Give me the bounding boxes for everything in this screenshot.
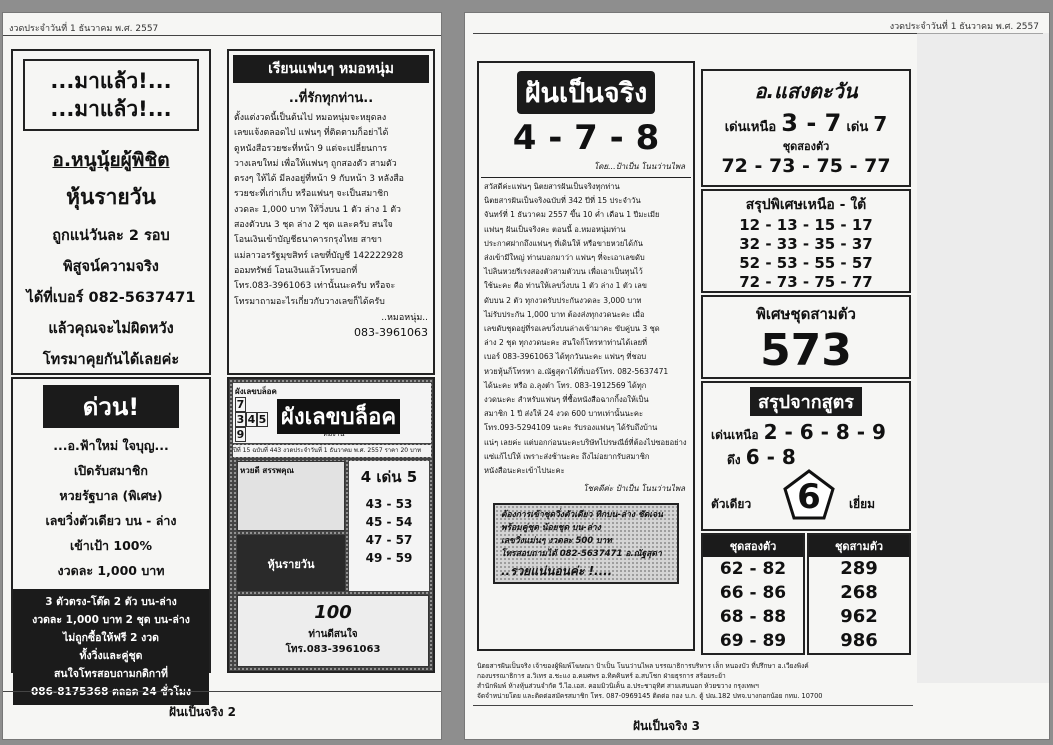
- pangblock-pair: 47 - 57: [365, 533, 413, 547]
- summary-row: 72 - 73 - 75 - 77: [739, 273, 873, 291]
- ad-faimai-title: ด่วน!: [43, 385, 179, 428]
- ad-mornum-sign: ..หมอหนุ่ม..: [381, 312, 428, 323]
- ad-mornum-line: งวดละ 1,000 บาท ให้วิ่งบน 1 ตัว ล่าง 1 ตัว: [234, 204, 401, 215]
- ad-faimai: [11, 377, 211, 698]
- article-line: หนังสือนะคะเข้าไปนะคะ: [484, 466, 565, 476]
- ad-mornum-phone: 083-3961063: [354, 325, 428, 339]
- summary-box: [701, 189, 911, 293]
- formula-l2b: 6 - 8: [745, 445, 796, 469]
- summary-title: สรุปพิเศษเหนือ - ใต้: [745, 197, 867, 213]
- pangblock-promo2: 100: [314, 602, 352, 623]
- promo-line: โทรสอบถามได้ 082-5637471 อ.ณัฐสุดา: [501, 549, 662, 560]
- three-digit-row: 289: [840, 558, 878, 579]
- footer-rule: [3, 691, 441, 692]
- two-digit-row: 62 - 82: [719, 559, 787, 579]
- pangblock-issue: ปีที่ 15 ฉบับที่ 443 งวดประจำวันที่ 1 ธันวาคม พ.ศ. 2557 ราคา 20 บาท: [233, 445, 431, 457]
- special-title: พิเศษชุดสามตัว: [756, 305, 856, 323]
- pangblock-title: ผังเลขบล็อค: [277, 399, 400, 434]
- pangblock-inset: [237, 461, 345, 531]
- article-line: สวัสดีค่ะแฟนๆ นิตยสารฝันเป็นจริงทุกท่าน: [484, 182, 620, 191]
- ad-mornum-line: โทร.083-3961063 เท่านั้นนะครับ หรือจะ: [234, 281, 396, 292]
- right-page-footer: ฝันเป็นจริง 3: [633, 719, 701, 733]
- article-line: จันทร์ที่ 1 ธันวาคม 2557 ขึ้น 10 ค่ำ เดือน 1 ปีมะเมีย: [484, 210, 660, 220]
- article-line: แซ่แก้ไปให้ เพราะส่งช้านะคะ ถึงไม่อยากรับสมาชิก: [484, 451, 650, 461]
- article-byline: โดย...ป้าเป็น โนนว่านไพล: [593, 162, 685, 171]
- ad-nunui-l4: พิสูจน์ความจริง: [63, 259, 159, 275]
- ad-mornum-line: รวยชะที่เก่าเก็บ หรือแฟนๆ จะเป็นสมาชิก: [234, 189, 389, 200]
- ad-faimai-l1: ...อ.ฟ้าใหม่ ใจบุญ...: [53, 438, 169, 453]
- ad-faimai-l2: เปิดรับสมาชิก: [74, 463, 148, 478]
- ad-faimai-l6: งวดละ 1,000 บาท: [57, 563, 165, 578]
- ad-nunui-l6: แล้วคุณจะไม่ผิดหวัง: [48, 321, 174, 337]
- ad-nunui-name: อ.หนูนุ้ยผู้พิชิต: [52, 149, 170, 171]
- three-digit-box: [807, 533, 911, 655]
- pangblock-pair: 43 - 53: [365, 497, 413, 511]
- pangblock-top-label: ผังเลขบล็อค: [235, 387, 277, 396]
- pangblock-promo1: หุ้นรายวัน: [267, 558, 315, 571]
- credits-line: กองบรรณาธิการ อ.วิเทร อ.ชะแง อ.คมศพร อ.ทิคคินทร์ อ.สบโชก ฝ่ายธุรการ สร้อยระย้า: [477, 672, 726, 680]
- three-digit-title: ชุดสามตัว: [809, 535, 909, 557]
- article-line: เลขดับชุดอยู่ที่รอเลขวิ่งบนล่างเข้ามาคะ ขับคู่บน 3 ชุด: [484, 324, 660, 334]
- promo-line: พร้อมคู่ชุด น้อยชุด บน-ล่าง: [501, 523, 601, 534]
- article-line: ประกาศฝากถึงแฟนๆ ที่เดินให้ หรือขายหวยได้กัน: [484, 238, 643, 248]
- grid-cell: 9: [236, 428, 245, 441]
- summary-row: 12 - 13 - 15 - 17: [739, 216, 873, 234]
- ad-mornum-body: [234, 111, 428, 310]
- ad-mornum-line: โอนเงินเข้าบัญชีธนาคารกรุงไทย สาขา: [234, 235, 383, 246]
- three-digit-row: 268: [840, 582, 878, 603]
- credits-line: สำนักพิมพ์ ห้างหุ้นส่วนจำกัด วี.ไอ.เอส. คอมมิวนิเค็น อ.ประชาอุทิศ สามเสนนอก ห้วยขวาง กรุงเทพฯ: [477, 682, 759, 690]
- pentagon-icon: [783, 469, 835, 521]
- ad-mornum: [227, 49, 435, 375]
- grid-cell: 7: [236, 398, 245, 411]
- ad-faimai-l4: เลขวิ่งตัวเดียว บน - ล่าง: [45, 513, 177, 528]
- pangblock-promo-b: [237, 595, 429, 667]
- article-line: แฟนๆ ฝันเป็นจริงคะ ตอนนี้ อ.หมอหนุ่มท่าน: [484, 224, 626, 234]
- ad-mornum-line: วางเลขใหม่ เพื่อให้แฟนๆ ถูกสองตัว สามตัว: [234, 158, 397, 169]
- special-number: 573: [760, 325, 852, 376]
- ad-mornum-line: ตั้งแต่งวดนี้เป็นต้นไป หมอหนุ่มจะหยุดลง: [234, 113, 387, 123]
- ad-mornum-line: ตรงๆ ให้ได้ มีลงอยู่ที่หน้า 9 กับหน้า 3 หลังสือ: [234, 174, 404, 185]
- pangblock-numbers: [349, 461, 429, 591]
- article-line: หวยหุ้นก็โทรหา อ.ณัฐสุดาได้ที่เบอร์โทร. 082-5637471: [484, 366, 669, 376]
- article-promo: [493, 503, 679, 584]
- ad-nunui-l5: ได้ที่เบอร์ 082-5637471: [26, 290, 196, 306]
- article-title: ฝันเป็นจริง: [517, 71, 656, 114]
- sun-l1c: เด่น: [846, 120, 869, 135]
- sun-title: อ.แสงตะวัน: [754, 79, 858, 103]
- ad-nunui: [11, 49, 211, 375]
- footer-rule: [473, 705, 913, 706]
- main-article: [477, 61, 695, 651]
- summary-row: 32 - 33 - 35 - 37: [739, 235, 873, 253]
- ad-faimai-l10: ทั้งวิ่งและคู่ชุด: [79, 650, 143, 662]
- left-page-footer: ฝันเป็นจริง 2: [169, 705, 237, 719]
- pangblock-promo-a: [237, 535, 345, 591]
- article-line: ไปลินหวยรีเรงสองตัวสามตัวบน เพื่อเอาเป็นทุนไว้: [484, 267, 643, 277]
- promo-line: เลขวิ่งแม่นๆ งวดละ 500 บาท: [501, 536, 612, 547]
- credits-line: นิตยสารฝันเป็นจริง เจ้าของผู้พิมพ์โฆษณา ป้าเป็น โนนว่านไพล บรรณาธิการบริหาร เล็ก หนองบัว ที่ปรึกษา อ.เวียงพิงค์: [477, 662, 809, 670]
- article-line: แน่ๆ เลยค่ะ แต่บอกก่อนนะคะบริษัทไปรษณีย์ที่ต้องไปซอยอย่าง: [484, 437, 687, 447]
- formula-l3c: เยี่ยม: [849, 497, 876, 511]
- pangblock-grid: [235, 397, 269, 442]
- article-line: ใช้นะคะ คือ ท่านให้เลขวิ่งบน 1 ตัว ล่าง 1 ตัว เลข: [484, 281, 647, 291]
- right-page-header: งวดประจำวันที่ 1 ธันวาคม พ.ศ. 2557: [889, 22, 1039, 32]
- promo-line: ต้องการเข้าชุดวิ่งตัวเดียว ทิกบน-ล่าง ชัดเจน: [501, 510, 663, 521]
- ad-faimai-l11: สนใจโทรสอบถามกดิกาที่: [54, 668, 168, 680]
- ad-mornum-subtitle: ..ที่รักทุกท่าน..: [288, 91, 374, 106]
- ad-mornum-line: ดูหนังสือรวยชะที่หน้า 9 แต่จะเปลี่ยนการ: [234, 143, 388, 154]
- article-line: ไม่รับประกัน 1,000 บาท ต้องส่งทุกงวดนะคะ เมื่อ: [484, 309, 645, 319]
- header-rule: [3, 35, 441, 36]
- ad-faimai-l12: 086-8175368 ตลอด 24 ชั่วโมง: [30, 686, 192, 698]
- ad-faimai-l9: ไม่ถูกซื้อให้ฟรี 2 งวด: [63, 632, 159, 644]
- ad-pangblock: [227, 377, 435, 673]
- ad-nunui-subtitle: หุ้นรายวัน: [66, 185, 156, 209]
- sun-box: [701, 69, 911, 187]
- article-line: สมาชิก 1 ปี ส่งให้ 24 งวด 600 บาทเท่านั้นนะคะ: [484, 409, 644, 419]
- summary-row: 52 - 53 - 55 - 57: [739, 254, 873, 272]
- ad-nunui-l7: โทรมาคุยกันได้เลยค่ะ: [42, 352, 180, 368]
- article-sign: โชคดีค่ะ ป้าเป็น โนนว่านไพล: [583, 484, 685, 494]
- ad-mornum-line: โทรมาถามอะไรเกี่ยวกับวางเลขก็ได้ครับ: [234, 296, 385, 307]
- left-page-header: งวดประจำวันที่ 1 ธันวาคม พ.ศ. 2557: [9, 24, 159, 34]
- article-line: นิตยสารฝันเป็นจริงฉบับที่ 342 ปีที่ 15 ประจำวัน: [484, 196, 641, 206]
- two-digit-row: 66 - 86: [719, 583, 787, 603]
- promo-tail: ..รวยแน่นอนค่ะ !....: [501, 564, 613, 579]
- pangblock-promo3: ท่านดีสนใจ: [308, 629, 358, 640]
- pangblock-cover: [233, 383, 431, 443]
- ad-mornum-line: เลขแจ้งตลอดไป แฟนๆ ที่ติดตามก็อย่าได้: [234, 128, 389, 139]
- formula-l3b: 6: [797, 477, 821, 517]
- article-line: ดับบน 2 ตัว ทุกงวดรับประกันงวดละ 3,000 บาท: [484, 295, 642, 305]
- ad-nunui-line1: ...มาแล้ว!...: [50, 69, 172, 93]
- ad-faimai-l8: งวดละ 1,000 บาท 2 ชุด บน-ล่าง: [32, 614, 190, 626]
- ad-nunui-l3: ถูกแน่วันละ 2 รอบ: [52, 228, 170, 244]
- bleed-through-area: [917, 33, 1049, 683]
- article-title-numbers: 4 - 7 - 8: [512, 118, 660, 158]
- two-digit-title: ชุดสองตัว: [703, 535, 803, 557]
- formula-l2a: ดึง: [727, 453, 741, 467]
- ad-mornum-line: สองตัวบน 3 ชุด ล่าง 2 ชุด และครับ สนใจ: [234, 220, 393, 231]
- formula-l1b: 2 - 6 - 8 - 9: [763, 420, 886, 444]
- formula-title: สรุปจากสูตร: [750, 387, 862, 416]
- ad-faimai-l3: หวยรัฐบาล (พิเศษ): [59, 488, 163, 503]
- article-body: [479, 178, 693, 480]
- sun-l3: 72 - 73 - 75 - 77: [721, 155, 891, 177]
- left-page: [2, 12, 442, 740]
- pangblock-runs: 4 เด่น 5: [360, 468, 418, 486]
- sun-l1d: 7: [873, 112, 888, 136]
- credits: [477, 661, 913, 701]
- article-line: ได้นะคะ หรือ อ.ลุงต๋า โทร. 083-1912569 ได้ทุก: [484, 380, 647, 390]
- ad-mornum-title: เรียนแฟนๆ หมอหนุ่ม: [233, 55, 429, 83]
- pangblock-inset-title: หวยดี สรรพคุณ: [240, 466, 294, 475]
- sun-l1b: 3 - 7: [781, 109, 842, 137]
- formula-l1a: เด่นเหนือ: [711, 428, 759, 442]
- ad-faimai-l7: 3 ตัวตรง-โต๊ด 2 ตัว บน-ล่าง: [45, 596, 177, 608]
- formula-l3a: ตัวเดียว: [711, 497, 752, 511]
- pangblock-pair: 45 - 54: [365, 515, 413, 529]
- two-digit-box: [701, 533, 805, 655]
- ad-nunui-line2: ...มาแล้ว!...: [50, 97, 172, 121]
- pangblock-sub: ทีมงาน: [323, 430, 345, 438]
- special-box: [701, 295, 911, 379]
- credits-line: จัดจำหน่ายโดย และติดต่อสมัครสมาชิก โทร. 087-0969145 ติดต่อ กอง บ.ก. ตู้ ปณ.182 ปทจ.บางกอกน้อย กทม. 10700: [477, 692, 823, 700]
- formula-box: [701, 381, 911, 531]
- pangblock-promo4: โทร.083-3961063: [285, 644, 381, 655]
- pangblock-pair: 49 - 59: [365, 551, 413, 565]
- sun-l1a: เด่นเหนือ: [724, 120, 777, 135]
- ad-mornum-line: ออมทรัพย์ โอนเงินแล้วโทรบอกที่: [234, 265, 358, 276]
- article-line: โทร.093-5294109 นะคะ รับรองแฟนๆ ได้รับถึงบ้าน: [484, 423, 658, 433]
- right-page: [464, 12, 1050, 740]
- ad-faimai-dark-panel: [13, 589, 209, 705]
- three-digit-row: 986: [840, 630, 878, 651]
- article-line: เบอร์ 083-3961063 ได้ทุกวันนะคะ แฟนๆ ที่ชอบ: [484, 352, 647, 362]
- grid-cell: 4: [247, 413, 256, 426]
- sun-l2: ชุดสองตัว: [782, 140, 830, 153]
- article-line: ล่าง 2 ชุด ทุกงวดนะคะ สนใจก็โทรหาท่านได้เลยที่: [484, 338, 648, 348]
- article-line: งวดนะคะ สำหรับแฟนๆ ที่ซื้อหนังสือฉากกิ้งอให้เป็น: [484, 395, 649, 405]
- ad-mornum-line: แม่ลาวอรรัฐมุขสิทร์ เลขที่บัญชี 142222928: [234, 250, 404, 261]
- grid-cell: 3: [236, 413, 245, 426]
- two-digit-row: 68 - 88: [719, 607, 787, 627]
- grid-cell: 5: [258, 413, 267, 426]
- two-digit-row: 69 - 89: [719, 631, 787, 651]
- three-digit-row: 962: [840, 606, 878, 627]
- ad-faimai-l5: เข้าเป้า 100%: [69, 538, 153, 553]
- article-line: ส่งเข้ามีใหญ่ ท่านบอกมาว่า แฟนๆ ที่จะเอาเลขดับ: [484, 253, 645, 263]
